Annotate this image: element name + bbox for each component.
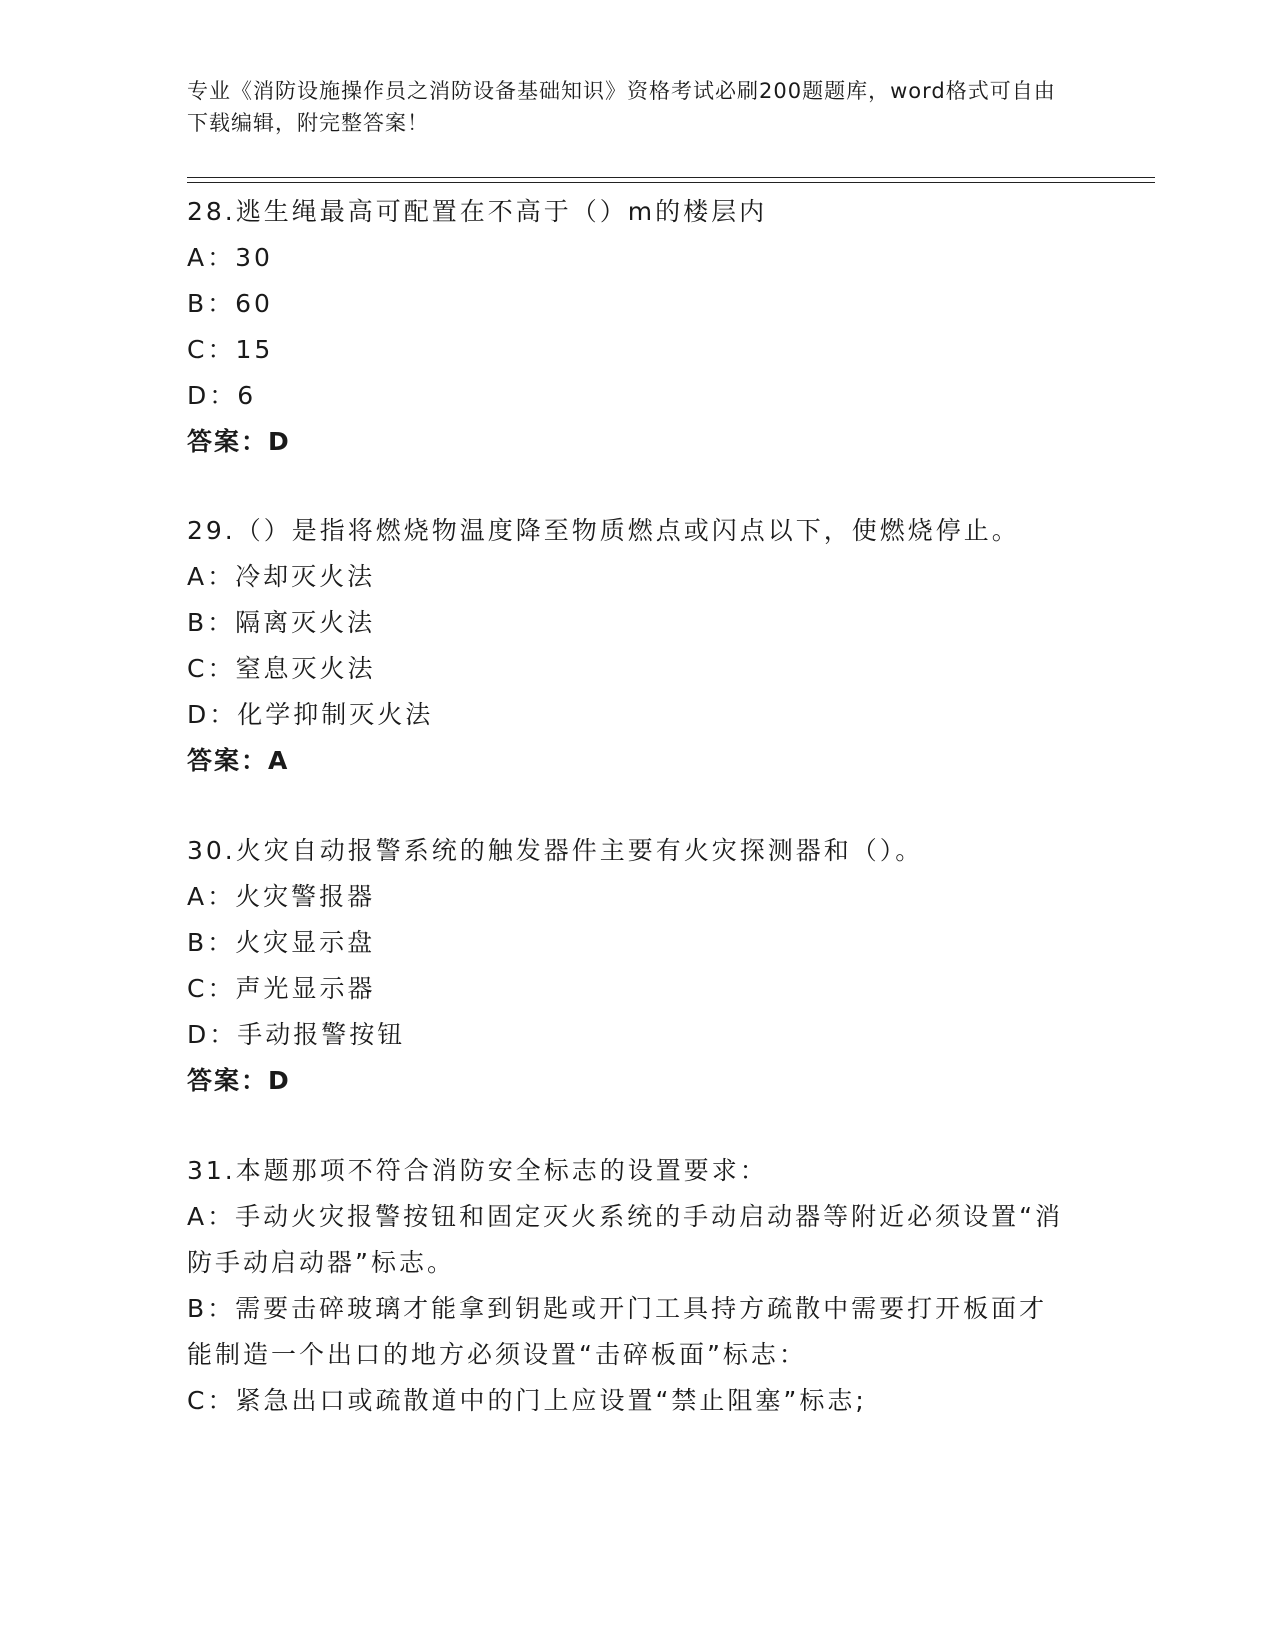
answer: 答案：D	[187, 1066, 291, 1095]
option-b: B：隔离灭火法	[187, 608, 376, 637]
question-30	[187, 828, 1087, 1104]
option-c: C：声光显示器	[187, 974, 376, 1003]
option-b: B：60	[187, 289, 273, 318]
option-b: B：需要击碎玻璃才能拿到钥匙或开门工具持方疏散中需要打开板面才能制造一个出口的地方必须设置“击碎板面”标志：	[187, 1294, 1048, 1369]
option-d: D：手动报警按钮	[187, 1020, 406, 1049]
option-c: C：紧急出口或疏散道中的门上应设置“禁止阻塞”标志;	[187, 1386, 867, 1415]
option-a: A：火灾警报器	[187, 882, 376, 911]
option-d: D：6	[187, 381, 257, 410]
option-d: D：化学抑制灭火法	[187, 700, 434, 729]
answer: 答案：A	[187, 746, 290, 775]
question-stem: 28.逃生绳最高可配置在不高于（）m的楼层内	[187, 197, 768, 226]
answer: 答案：D	[187, 427, 291, 456]
option-c: C：窒息灭火法	[187, 654, 376, 683]
option-c: C：15	[187, 335, 274, 364]
header-divider-top	[187, 177, 1155, 178]
document-header: 专业《消防设施操作员之消防设备基础知识》资格考试必刷200题题库，word格式可自由下载编辑，附完整答案！	[187, 79, 1056, 135]
header-divider-bottom	[187, 182, 1155, 183]
question-29	[187, 508, 1087, 784]
question-stem: 29.（）是指将燃烧物温度降至物质燃点或闪点以下，使燃烧停止。	[187, 516, 1020, 545]
option-a: A：手动火灾报警按钮和固定灭火系统的手动启动器等附近必须设置“消防手动启动器”标志。	[187, 1202, 1064, 1277]
question-31	[187, 1148, 1087, 1424]
question-stem: 30.火灾自动报警系统的触发器件主要有火灾探测器和（）。	[187, 836, 924, 865]
question-stem: 31.本题那项不符合消防安全标志的设置要求：	[187, 1156, 768, 1185]
option-a: A：冷却灭火法	[187, 562, 376, 591]
option-a: A：30	[187, 243, 273, 272]
option-b: B：火灾显示盘	[187, 928, 376, 957]
question-28	[187, 189, 1087, 465]
